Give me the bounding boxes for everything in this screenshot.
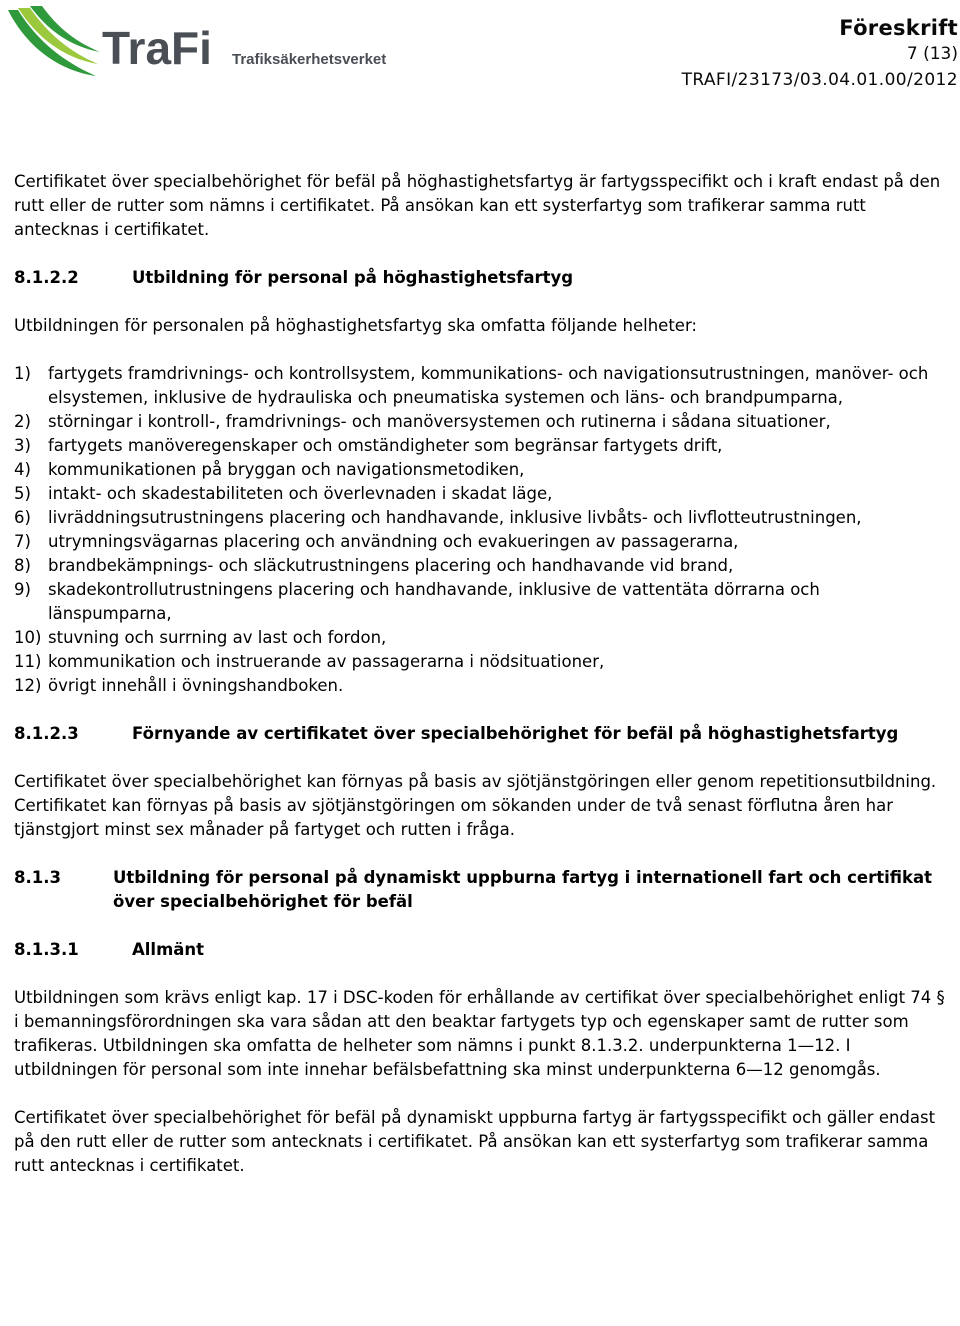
- list-item: [14, 626, 948, 650]
- list-item: [14, 482, 948, 506]
- document-body: [14, 170, 948, 1178]
- list-item-number: 7): [14, 532, 31, 551]
- list-item-number: 11): [14, 652, 42, 671]
- list-item-number: 10): [14, 628, 42, 647]
- list-item-text: kommunikationen på bryggan och navigationsmetodiken,: [48, 460, 525, 479]
- heading-title: Förnyande av certifikatet över specialbehörighet för befäl på höghastighetsfartyg: [132, 724, 899, 743]
- heading-number: 8.1.2.2: [14, 268, 79, 287]
- heading-number: 8.1.3.1: [14, 940, 79, 959]
- list-item: [14, 674, 948, 698]
- list-item-number: 3): [14, 436, 31, 455]
- list-item-text: intakt- och skadestabiliteten och överlevnaden i skadat läge,: [48, 484, 553, 503]
- paragraph-general: Utbildningen som krävs enligt kap. 17 i DSC-koden för erhållande av certifikat över specialbehörighet enligt 74 § i bemanningsförordningen ska vara sådan att den beaktar fartygets typ och egenskaper samt de rutter som trafikeras. Utbildningen ska omfatta de helheter som nämns i punkt 8.1.3.2. underpunkterna 1—12. I utbildningen för personal som inte innehar befälsbefattning ska minst underpunkterna 6—12 genomgås.: [14, 988, 945, 1079]
- list-item: [14, 578, 948, 626]
- list-item-number: 6): [14, 508, 31, 527]
- heading-8-1-3-1: [14, 938, 948, 962]
- list-item-number: 9): [14, 580, 31, 599]
- list-item: [14, 410, 948, 434]
- document-reference: TRAFI/23173/03.04.01.00/2012: [681, 70, 958, 90]
- list-item: [14, 434, 948, 458]
- document-type: Föreskrift: [839, 16, 958, 40]
- list-item-text: fartygets framdrivnings- och kontrollsystem, kommunikations- och navigationsutrustningen, manöver- och elsystemen, inklusive de hydrauliska och pneumatiska systemen och läns- och brandpumparna,: [48, 364, 929, 407]
- heading-8-1-2-3: [14, 722, 948, 746]
- heading-number: 8.1.2.3: [14, 724, 79, 743]
- heading-8-1-3: [14, 866, 948, 914]
- list-item-number: 1): [14, 364, 31, 383]
- paragraph-training-scope: Utbildningen för personalen på höghastighetsfartyg ska omfatta följande helheter:: [14, 316, 697, 335]
- logo-swoosh-icon: [8, 6, 100, 76]
- heading-8-1-2-2: [14, 266, 948, 290]
- list-item-number: 2): [14, 412, 31, 431]
- list-item-text: utrymningsvägarnas placering och användning och evakueringen av passagerarna,: [48, 532, 739, 551]
- paragraph-intro: Certifikatet över specialbehörighet för befäl på höghastighetsfartyg är fartygsspecifikt och i kraft endast på den rutt eller de rutter som nämns i certifikatet. På ansökan kan ett systerfartyg som trafikerar samma rutt antecknas i certifikatet.: [14, 172, 941, 239]
- list-item: [14, 458, 948, 482]
- page-header: [14, 0, 958, 150]
- heading-title: Utbildning för personal på höghastighetsfartyg: [132, 268, 574, 287]
- document-meta: [682, 16, 958, 90]
- list-item-text: kommunikation och instruerande av passagerarna i nödsituationer,: [48, 652, 605, 671]
- paragraph-certificate: Certifikatet över specialbehörighet för befäl på dynamiskt uppburna fartyg är fartygsspecifikt och gäller endast på den rutt eller de rutter som antecknats i certifikatet. På ansökan kan ett systerfartyg som trafikerar samma rutt antecknas i certifikatet.: [14, 1108, 936, 1175]
- list-item-text: fartygets manöveregenskaper och omständigheter som begränsar fartygets drift,: [48, 436, 723, 455]
- list-item: [14, 506, 948, 530]
- paragraph-renewal: Certifikatet över specialbehörighet kan förnyas på basis av sjötjänstgöringen eller genom repetitionsutbildning. Certifikatet kan förnyas på basis av sjötjänstgöringen om sökanden under de två senast förflutna åren har tjänstgjort minst sex månader på fartyget och rutten i fråga.: [14, 772, 937, 839]
- list-item: [14, 650, 948, 674]
- page-number: 7 (13): [906, 44, 958, 64]
- list-item-text: störningar i kontroll-, framdrivnings- och manöversystemen och rutinerna i sådana situationer,: [48, 412, 831, 431]
- list-item-number: 5): [14, 484, 31, 503]
- list-item-text: stuvning och surrning av last och fordon,: [48, 628, 387, 647]
- list-item-text: skadekontrollutrustningens placering och handhavande, inklusive de vattentäta dörrarna och länspumparna,: [48, 580, 820, 623]
- list-item: [14, 530, 948, 554]
- list-item-number: 4): [14, 460, 31, 479]
- logo-subtitle: Trafiksäkerhetsverket: [232, 51, 387, 68]
- logo-word: TraFi: [102, 22, 212, 74]
- list-item-text: brandbekämpnings- och släckutrustningens placering och handhavande vid brand,: [48, 556, 734, 575]
- heading-title: Allmänt: [132, 940, 205, 959]
- document-page: [14, 0, 958, 1175]
- list-item: [14, 362, 948, 410]
- training-list: [14, 362, 948, 698]
- heading-number: 8.1.3: [14, 868, 61, 887]
- list-item-number: 12): [14, 676, 42, 695]
- heading-title: Utbildning för personal på dynamiskt uppburna fartyg i internationell fart och certifikat över specialbehörighet för befäl: [113, 868, 932, 911]
- list-item-text: övrigt innehåll i övningshandboken.: [48, 676, 344, 695]
- trafi-logo: [4, 2, 394, 82]
- list-item-text: livräddningsutrustningens placering och handhavande, inklusive livbåts- och livflotteutrustningen,: [48, 508, 862, 527]
- list-item: [14, 554, 948, 578]
- list-item-number: 8): [14, 556, 31, 575]
